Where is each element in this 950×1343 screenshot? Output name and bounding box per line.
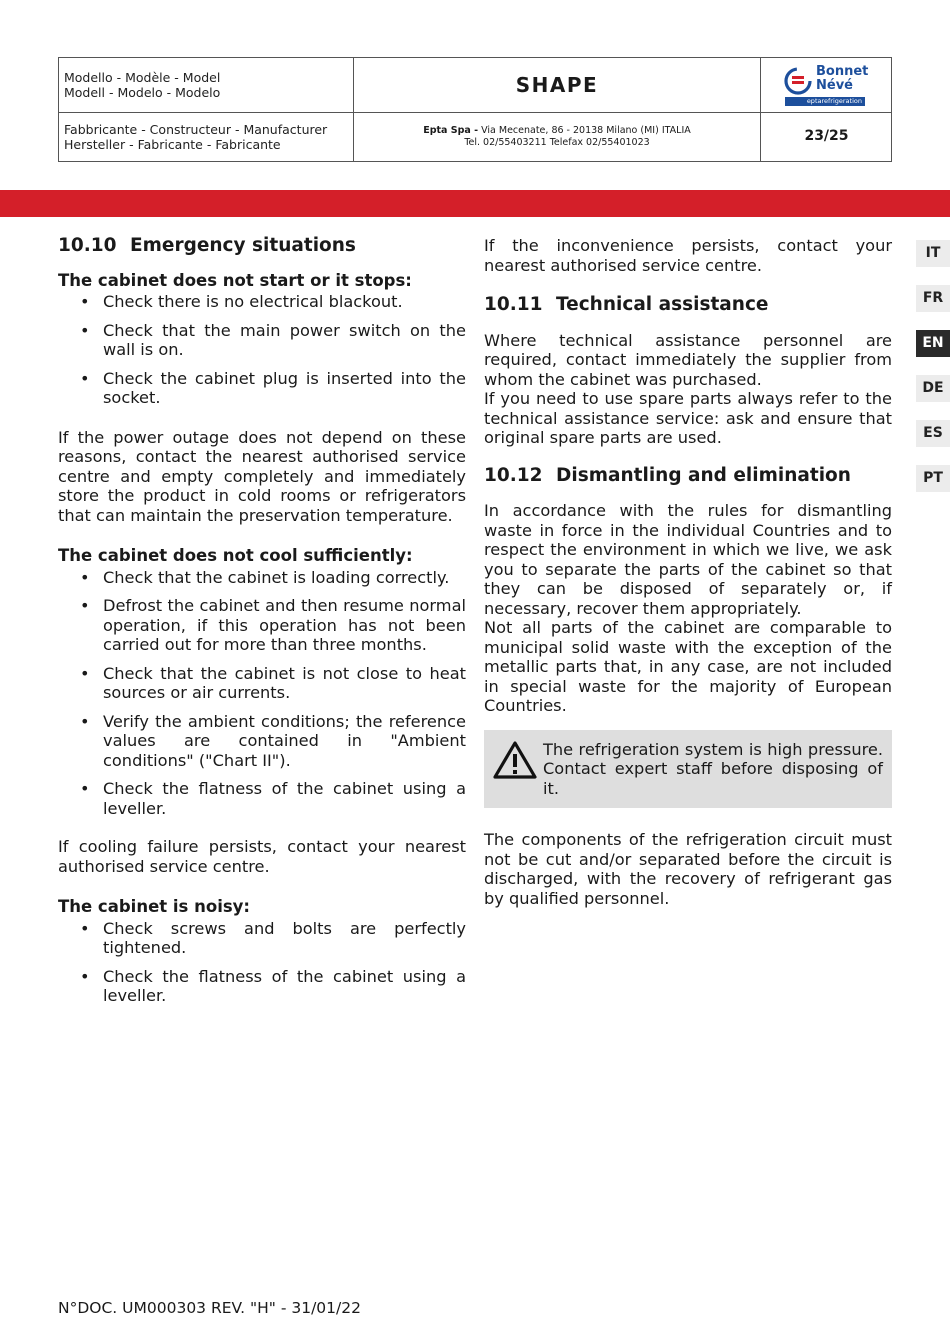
document-reference: N°DOC. UM000303 REV. "H" - 31/01/22 bbox=[58, 1299, 361, 1317]
list-item: • Check the cabinet plug is inserted into the socket. bbox=[58, 369, 466, 408]
manufacturer-label-line-2: Hersteller - Fabricante - Fabricante bbox=[64, 137, 281, 152]
page-number: 23/25 bbox=[804, 128, 849, 144]
section-heading-emergency bbox=[58, 236, 466, 256]
model-label-line-1: Modello - Modèle - Model bbox=[64, 70, 221, 85]
paragraph-power-outage: If the power outage does not depend on these reasons, contact the nearest authorised service centre and empty completely and immediately store the product in cold rooms or refrigerators that can maintain the preservation temperature. bbox=[58, 427, 466, 525]
list-item: • Verify the ambient conditions; the reference values are contained in "Ambient conditions" ("Chart II"). bbox=[58, 712, 466, 771]
subheading-not-cooling: The cabinet does not cool sufficiently: bbox=[58, 546, 413, 565]
company-address: Via Mecenate, 86 - 20138 Milano (MI) ITALIA bbox=[481, 125, 691, 136]
paragraph-waste-types: Not all parts of the cabinet are comparable to municipal solid waste with the exception of the metallic parts that, in any case, are not included in special waste for the majority of European Countries. bbox=[484, 618, 892, 715]
right-column bbox=[484, 236, 892, 908]
subheading-does-not-start: The cabinet does not start or it stops: bbox=[58, 270, 412, 290]
manufacturer-label-line-1: Fabbricante - Constructeur - Manufacturer bbox=[64, 122, 328, 137]
document-header bbox=[58, 57, 892, 162]
list-item: • Check there is no electrical blackout. bbox=[58, 292, 466, 312]
red-divider-bar bbox=[0, 190, 950, 217]
section-number: 10.10 bbox=[58, 235, 117, 256]
tab-language-en[interactable]: EN bbox=[916, 330, 950, 357]
paragraph-dismantling-rules: In accordance with the rules for dismantling waste in force in the individual Countries and to respect the environment in which we live, we ask you to separate the parts of the cabinet so that they can be disposed of separately or, if necessary, recover them appropriately. bbox=[484, 501, 892, 618]
tab-language-es[interactable]: ES bbox=[916, 420, 950, 447]
paragraph-spare-parts: If you need to use spare parts always refer to the technical assistance service: ask and ensure that original spare parts are used. bbox=[484, 389, 892, 447]
section-heading-dismantling bbox=[484, 466, 892, 486]
list-item: • Check the flatness of the cabinet using a leveller. bbox=[58, 779, 466, 818]
logo-text-line-2: Névé bbox=[816, 78, 853, 93]
paragraph-cooling-failure: If cooling failure persists, contact your nearest authorised service centre. bbox=[58, 837, 466, 876]
checklist-does-not-start bbox=[58, 292, 466, 408]
company-name: Epta Spa - bbox=[423, 125, 479, 136]
list-item: • Check that the cabinet is not close to heat sources or air currents. bbox=[58, 664, 466, 703]
list-item: • Check that the cabinet is loading correctly. bbox=[58, 568, 466, 588]
tab-language-it[interactable]: IT bbox=[916, 240, 950, 267]
section-number: 10.11 bbox=[484, 294, 543, 315]
list-item: • Check that the main power switch on the wall is on. bbox=[58, 321, 466, 360]
list-item: • Defrost the cabinet and then resume normal operation, if this operation has not been carried out for more than three months. bbox=[58, 596, 466, 655]
paragraph-assistance: Where technical assistance personnel are required, contact immediately the supplier from whom the cabinet was purchased. bbox=[484, 330, 892, 389]
left-column bbox=[58, 236, 466, 1015]
paragraph-inconvenience: If the inconvenience persists, contact your nearest authorised service centre. bbox=[484, 236, 892, 275]
section-heading-technical-assistance bbox=[484, 295, 892, 315]
logo-text-line-1: Bonnet bbox=[816, 64, 869, 79]
section-title: Technical assistance bbox=[556, 294, 769, 315]
list-item: • Check screws and bolts are perfectly tightened. bbox=[58, 919, 466, 958]
tab-language-fr[interactable]: FR bbox=[916, 285, 950, 312]
brand-logo bbox=[783, 65, 873, 107]
tab-language-de[interactable]: DE bbox=[916, 375, 950, 402]
section-title: Dismantling and elimination bbox=[556, 464, 851, 486]
manufacturer-label bbox=[64, 122, 349, 152]
section-number: 10.12 bbox=[484, 464, 543, 486]
model-label-line-2: Modell - Modelo - Modelo bbox=[64, 85, 221, 100]
paragraph-refrigerant-recovery: The components of the refrigeration circuit must not be cut and/or separated before the circuit is discharged, with the recovery of refrigerant gas by qualified personnel. bbox=[484, 830, 892, 908]
company-phone: Tel. 02/55403211 Telefax 02/55401023 bbox=[464, 137, 650, 148]
section-title: Emergency situations bbox=[130, 235, 356, 256]
list-item: • Check the flatness of the cabinet using a leveller. bbox=[58, 967, 466, 1006]
product-title: SHAPE bbox=[515, 73, 599, 97]
tab-language-pt[interactable]: PT bbox=[916, 465, 950, 492]
subheading-noisy: The cabinet is noisy: bbox=[58, 897, 251, 916]
warning-text: The refrigeration system is high pressure. Contact expert staff before disposing of it. bbox=[543, 739, 883, 798]
logo-tagline: eptarefrigeration bbox=[785, 97, 865, 106]
checklist-noisy bbox=[58, 919, 466, 1006]
checklist-not-cooling bbox=[58, 568, 466, 819]
company-address-block bbox=[354, 125, 760, 149]
language-tabs bbox=[916, 240, 950, 510]
model-label bbox=[64, 70, 349, 100]
warning-triangle-icon bbox=[492, 740, 538, 780]
warning-box bbox=[484, 730, 892, 809]
logo-swirl-icon bbox=[783, 66, 813, 96]
